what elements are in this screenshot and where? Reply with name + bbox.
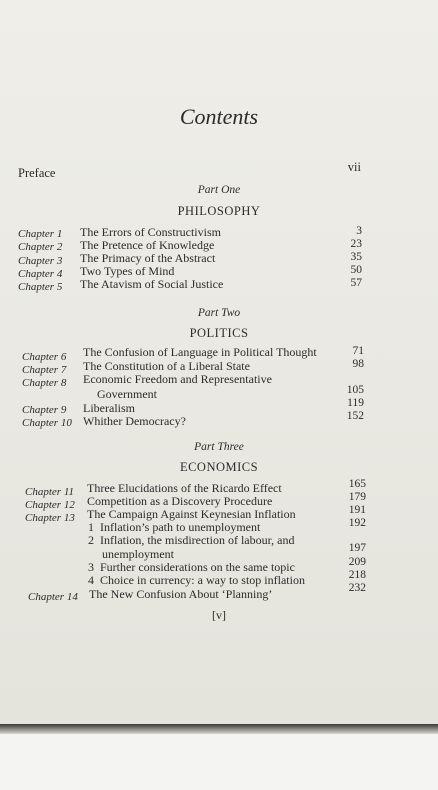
chapter-11-title: Three Elucidations of the Ricardo Effect <box>87 481 282 495</box>
chapter-8-title: Economic Freedom and Representative <box>83 372 272 386</box>
subsection-1: 1 Inflation’s path to unemployment <box>88 520 261 534</box>
chapter-12-page: 179 <box>348 491 366 503</box>
preface-label: Preface <box>18 166 56 180</box>
preface-page: vii <box>347 160 361 174</box>
chapter-11-label: Chapter 11 <box>25 486 74 498</box>
chapter-8-page: 105 <box>346 384 364 396</box>
chapter-8-label: Chapter 8 <box>22 377 67 389</box>
chapter-7-label: Chapter 7 <box>22 364 67 376</box>
subsection-1-page: 192 <box>348 517 366 529</box>
chapter-1-title: The Errors of Constructivism <box>80 225 221 239</box>
chapter-6-label: Chapter 6 <box>22 351 67 363</box>
part-three-label: Part Three <box>194 441 244 453</box>
chapter-9-title: Liberalism <box>83 401 135 415</box>
chapter-2-label: Chapter 2 <box>18 241 63 253</box>
chapter-6-title: The Confusion of Language in Political Thought <box>83 345 317 359</box>
chapter-2-title: The Pretence of Knowledge <box>80 238 215 252</box>
chapter-3-page: 35 <box>350 251 362 263</box>
chapter-14-page: 232 <box>348 582 366 594</box>
chapter-5-page: 57 <box>350 277 362 289</box>
chapter-4-label: Chapter 4 <box>18 268 63 280</box>
part-one-heading: PHILOSOPHY <box>177 204 261 218</box>
subsection-4: 4 Choice in currency: a way to stop inflation <box>88 573 305 587</box>
chapter-3-title: The Primacy of the Abstract <box>80 251 216 265</box>
chapter-8-title-continued: Government <box>97 387 157 401</box>
subsection-4-page: 218 <box>348 569 366 581</box>
part-two-heading: POLITICS <box>189 326 249 340</box>
chapter-3-label: Chapter 3 <box>18 255 63 267</box>
subsection-2-continued: unemployment <box>102 547 174 561</box>
part-one-label: Part One <box>197 184 241 196</box>
background-surface <box>0 734 438 790</box>
chapter-10-page: 152 <box>346 410 364 422</box>
page-title: Contents <box>179 104 259 129</box>
chapter-5-label: Chapter 5 <box>18 281 63 293</box>
part-three-heading: ECONOMICS <box>179 460 259 474</box>
chapter-4-page: 50 <box>350 264 362 276</box>
part-two-label: Part Two <box>197 307 241 319</box>
chapter-14-title: The New Confusion About ‘Planning’ <box>89 587 273 601</box>
chapter-11-page: 165 <box>348 478 366 490</box>
subsection-3-page: 209 <box>348 556 366 568</box>
chapter-14-label: Chapter 14 <box>28 591 78 603</box>
chapter-7-title: The Constitution of a Liberal State <box>83 359 250 373</box>
chapter-13-title: The Campaign Against Keynesian Inflation <box>87 507 296 521</box>
subsection-2-page: 197 <box>348 542 366 554</box>
chapter-10-title: Whither Democracy? <box>83 414 186 428</box>
chapter-9-label: Chapter 9 <box>22 404 67 416</box>
chapter-13-page: 191 <box>348 504 366 516</box>
chapter-10-label: Chapter 10 <box>22 417 72 429</box>
chapter-9-page: 119 <box>347 397 364 409</box>
chapter-12-title: Competition as a Discovery Procedure <box>87 494 273 508</box>
subsection-2: 2 Inflation, the misdirection of labour, and <box>88 533 295 547</box>
book-page-edge <box>0 724 438 734</box>
subsection-3: 3 Further considerations on the same topic <box>88 560 295 574</box>
chapter-1-label: Chapter 1 <box>18 228 63 240</box>
chapter-2-page: 23 <box>350 238 362 250</box>
page-number: [v] <box>212 608 226 622</box>
chapter-13-label: Chapter 13 <box>25 512 75 524</box>
chapter-4-title: Two Types of Mind <box>80 264 175 278</box>
chapter-7-page: 98 <box>352 358 364 370</box>
chapter-1-page: 3 <box>356 225 362 237</box>
chapter-6-page: 71 <box>352 345 364 357</box>
chapter-12-label: Chapter 12 <box>25 499 75 511</box>
chapter-5-title: The Atavism of Social Justice <box>80 277 224 291</box>
